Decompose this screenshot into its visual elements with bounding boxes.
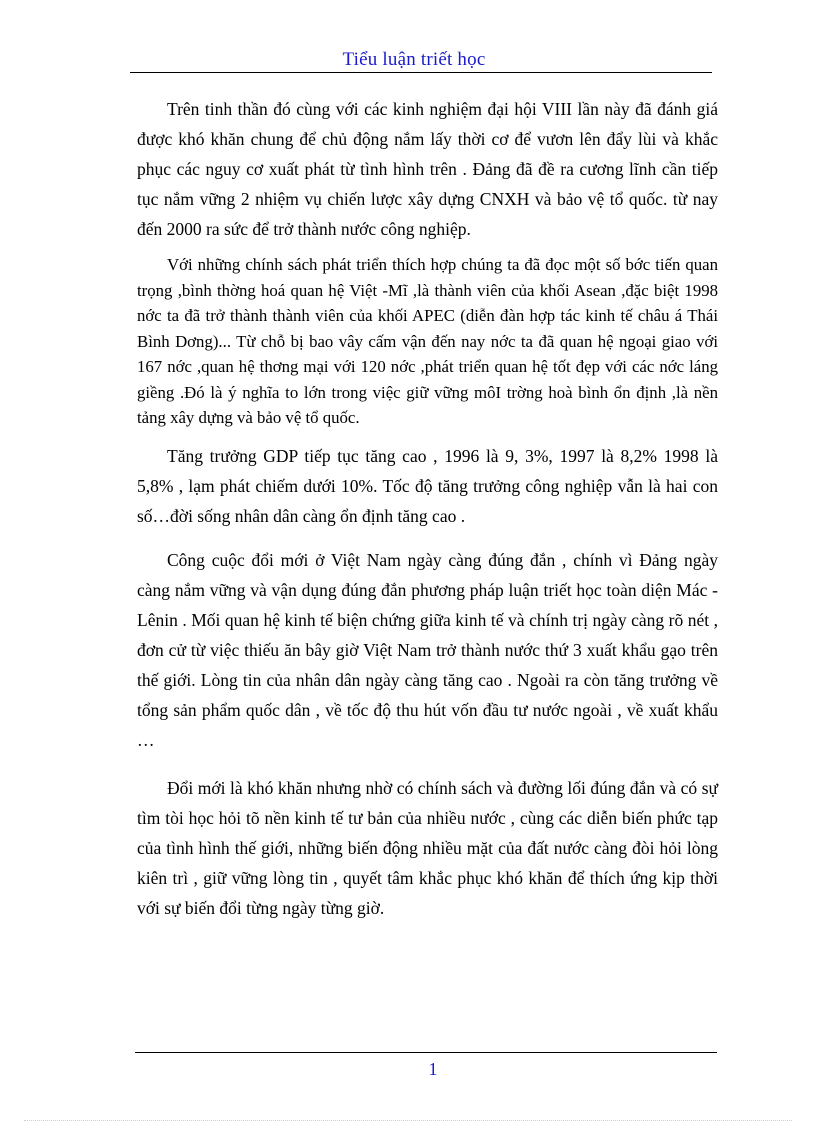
document-body <box>137 94 718 923</box>
header-divider <box>130 72 712 73</box>
paragraph-2: Với những chính sách phát triển thích hợp chúng ta đã đọc một số bớc tiến quan trọng ,bình thờng hoá quan hệ Việt -Mĩ ,là thành viên của khối Asean ,đặc biệt 1998 nớc ta đã trở thành thành viên của khối APEC (diễn đàn hợp tác kinh tế châu á Thái Bình Dơng)... Từ chỗ bị bao vây cấm vận đến nay nớc ta đã quan hệ ngoại giao với 167 nớc ,quan hệ thơng mại với 120 nớc ,phát triển quan hệ tốt đẹp với các nớc láng giềng .Đó là ý nghĩa to lớn trong việc giữ vững môI trờng hoà bình ổn định ,là nền tảng xây dựng và bảo vệ tổ quốc. <box>137 255 718 427</box>
paragraph-4: Công cuộc đổi mới ở Việt Nam ngày càng đúng đắn , chính vì Đảng ngày càng nắm vững và vận dụng đúng đắn phương pháp luận triết học toàn diện Mác - Lênin . Mối quan hệ kinh tế biện chứng giữa kinh tế và chính trị ngày càng rõ nét , đơn cử từ việc thiếu ăn bây giờ Việt Nam trở thành nước thứ 3 xuất khẩu gạo trên thế giới. Lòng tin của nhân dân ngày càng tăng cao . Ngoài ra còn tăng trưởng về tổng sản phẩm quốc dân , về tốc độ thu hút vốn đầu tư nước ngoài , về xuất khẩu … <box>137 549 718 750</box>
paragraph-1: Trên tinh thần đó cùng với các kinh nghiệm đại hội VIII lần này đã đánh giá được khó khăn chung để chủ động nắm lấy thời cơ để vươn lên đẩy lùi và khắc phục các nguy cơ xuất phát từ tình hình trên . Đảng đã đề ra cương lĩnh cần tiếp tục nắm vững 2 nhiệm vụ chiến lược xây dựng CNXH và bảo vệ tổ quốc. từ nay đến 2000 ra sức để trở thành nước công nghiệp. <box>137 99 718 239</box>
page-number: 1 <box>428 1059 438 1079</box>
page-bottom-edge <box>24 1120 792 1121</box>
running-header-title: Tiểu luận triết học <box>342 49 486 70</box>
footer-divider <box>135 1052 717 1053</box>
paragraph-3: Tăng trưởng GDP tiếp tục tăng cao , 1996 là 9, 3%, 1997 là 8,2% 1998 là 5,8% , lạm phát chiếm dưới 10%. Tốc độ tăng trưởng công nghiệp vẫn là hai con số…đời sống nhân dân càng ổn định tăng cao . <box>137 445 718 526</box>
paragraph-5: Đổi mới là khó khăn nhưng nhờ có chính sách và đường lối đúng đắn và có sự tìm tòi học hỏi tõ nền kinh tế tư bản của nhiều nước , cùng các diễn biến phức tạp của tình hình thế giới, những biến động nhiều mặt của đất nước càng đòi hỏi lòng kiên trì , giữ vững lòng tin , quyết tâm khắc phục khó khăn để thích ứng kịp thời với sự biến đổi từng ngày từng giờ. <box>137 777 718 918</box>
